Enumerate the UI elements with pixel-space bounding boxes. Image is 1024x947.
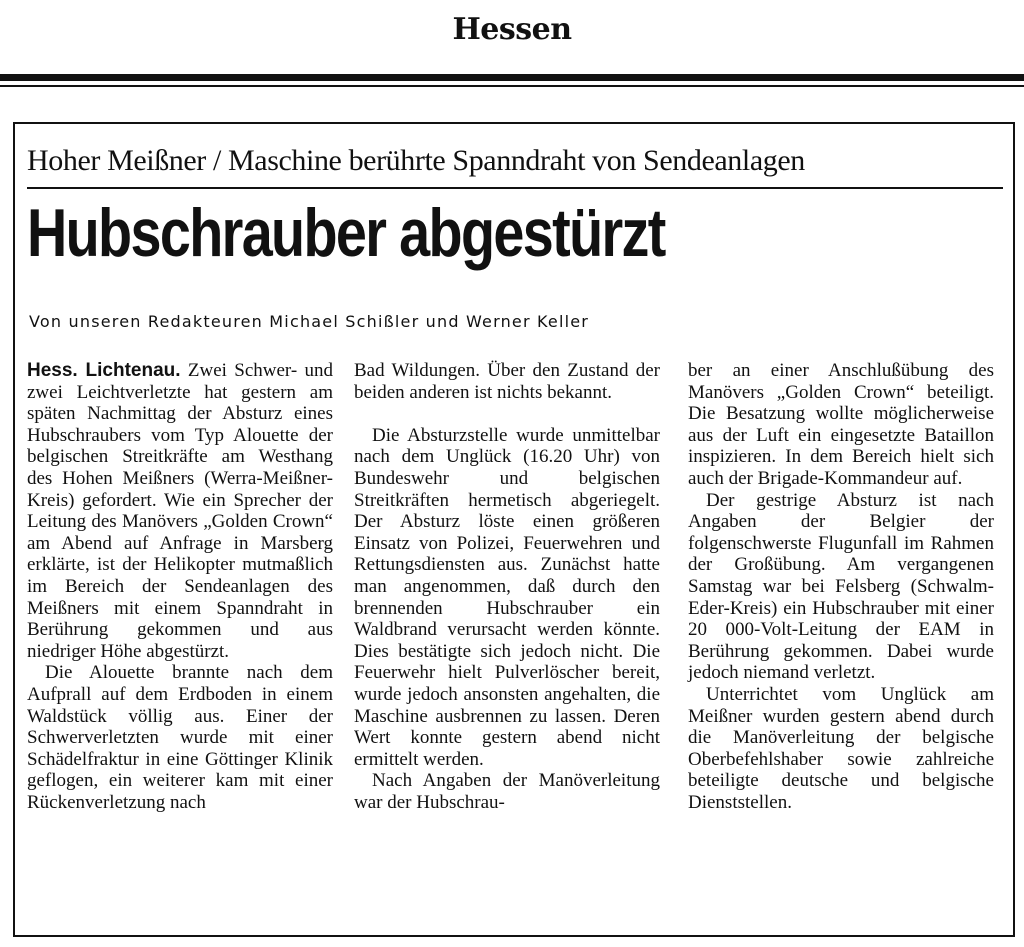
article-headline: Hubschrauber abgestürzt [27,195,665,271]
section-rule-thin [0,85,1024,87]
paragraph: Nach Angaben der Manöverleitung war der Hubschrau- [354,770,660,813]
paragraph-text: Zwei Schwer- und zwei Leichtverletzte hat gestern am späten Nachmittag der Absturz eines Hubschraubers vom Typ Alouette der belgischen Streitkräfte am Westhang des Hohen Meißners (Werra-Meißner-Kreis) gefordert. Wie ein Sprecher der Leitung des Manövers „Golden Crown“ am Abend auf Anfrage in Marsberg erklärte, ist der Helikopter mutmaßlich im Bereich der Sendeanlagen des Meißners mit einem Spanndraht in Berührung gekommen und aus niedriger Höhe abgestürzt. [27,360,333,662]
article-overline: Hoher Meißner / Maschine berührte Spanndraht von Sendeanlagen [27,144,805,177]
article-box [13,122,1015,937]
paragraph: Bad Wildungen. Über den Zustand der beiden anderen ist nichts bekannt. [354,360,660,403]
paragraph: Die Absturzstelle wurde unmittelbar nach dem Unglück (16.20 Uhr) von Bundeswehr und belgischen Streitkräften hermetisch abgeriegelt. Der Absturz löste einen größeren Einsatz von Polizei, Feuerwehren und Rettungsdiensten aus. Zunächst hatte man angenommen, daß durch den brennenden Hubschrauber ein Waldbrand verursacht werden könnte. Dies bestätigte sich jedoch nicht. Die Feuerwehr hielt Pulverlöscher bereit, wurde jedoch ansonsten angehalten, die Maschine ausbrennen zu lassen. Deren Wert konnte gestern abend nicht ermittelt werden. [354,424,660,770]
paragraph [27,360,333,662]
section-rule-thick [0,74,1024,81]
overline-rule [27,187,1003,189]
paragraph: Der gestrige Absturz ist nach Angaben der Belgier der folgenschwerste Flugunfall im Rahmen der Großübung. Am vergangenen Samstag war bei Felsberg (Schwalm-Eder-Kreis) ein Hubschrauber mit einer 20 000-Volt-Leitung der EAM in Berührung gekommen. Dabei wurde jedoch niemand verletzt. [688,489,994,684]
section-title: Hessen [452,12,572,47]
paragraph: Unterrichtet vom Unglück am Meißner wurden gestern abend durch die Manöverleitung der belgische Oberbefehlshaber sowie zahlreiche beteiligte deutsche und belgische Dienststellen. [688,683,994,813]
text-column-1 [27,360,333,813]
paragraph: Die Alouette brannte nach dem Aufprall auf dem Erdboden in einem Waldstück völlig aus. Einer der Schwerverletzten wurde mit einer Schädelfraktur in eine Göttinger Klinik geflogen, ein weiterer kam mit einer Rückenverletzung nach [27,662,333,813]
paragraph: ber an einer Anschlußübung des Manövers „Golden Crown“ beteiligt. Die Besatzung wollte möglicherweise aus der Luft ein eingesetzte Bataillon inspizieren. In dem Bereich hielt sich auch der Brigade-Kommandeur auf. [688,360,994,489]
text-column-3 [688,360,994,813]
dateline: Hess. Lichtenau. [27,360,181,381]
article-byline: Von unseren Redakteuren Michael Schißler und Werner Keller [29,312,590,331]
text-column-2 [354,360,660,813]
